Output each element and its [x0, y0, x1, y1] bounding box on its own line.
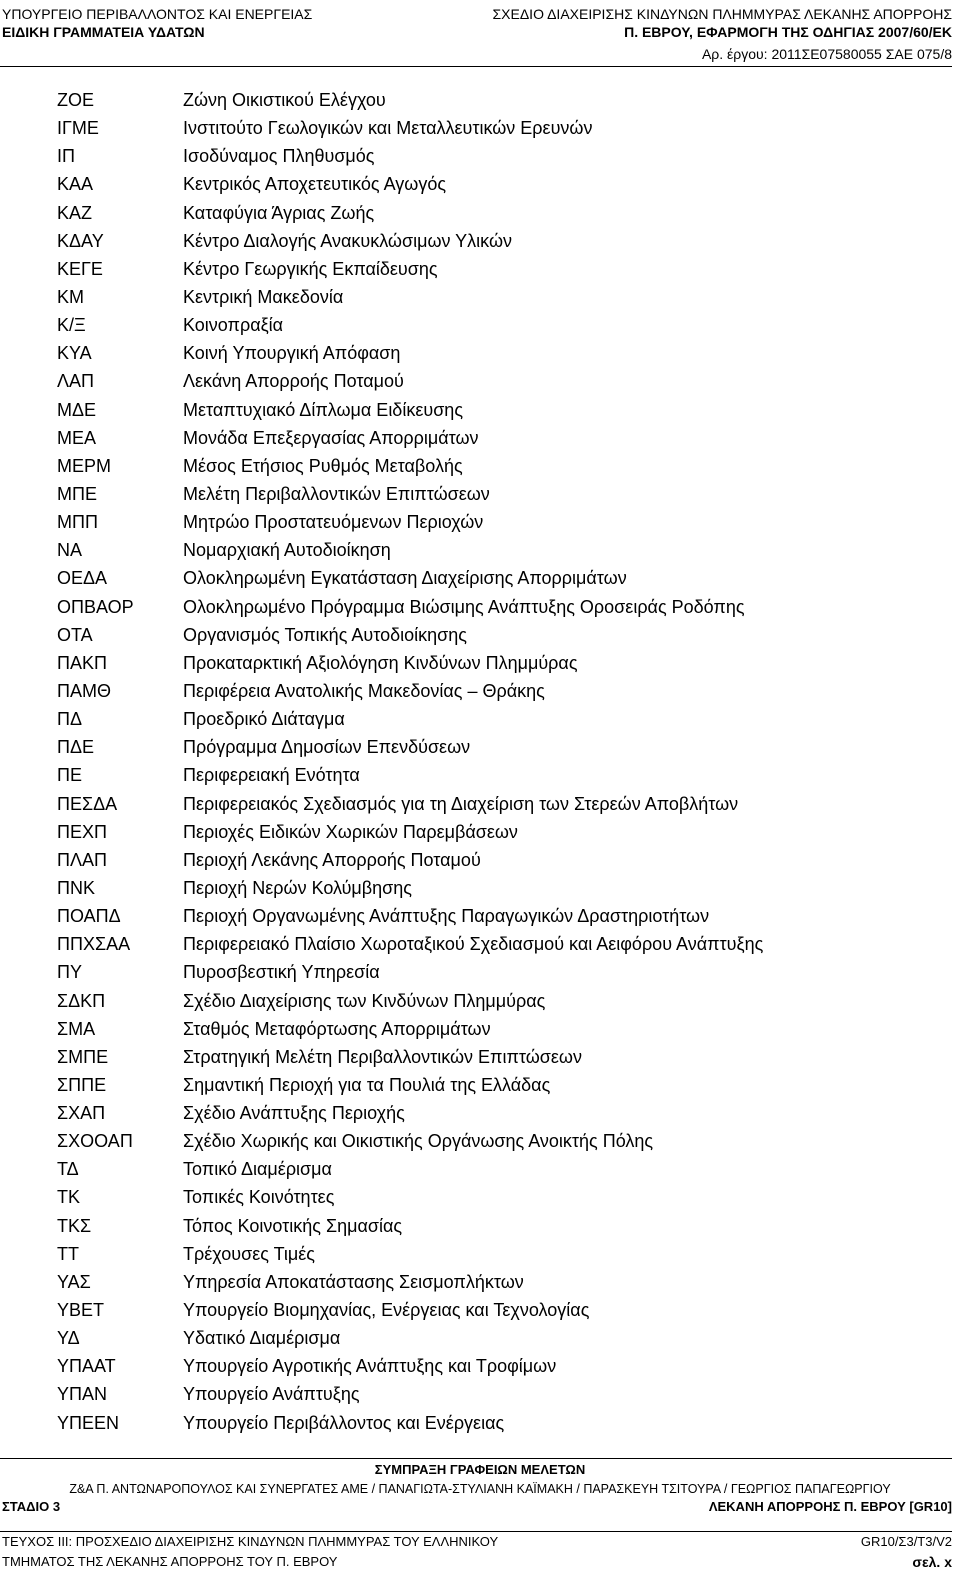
abbreviation-definition: Ζώνη Οικιστικού Ελέγχου [183, 90, 386, 110]
abbreviation-definition: Κοινοπραξία [183, 315, 284, 336]
abbreviation-definition: Ινστιτούτο Γεωλογικών και Μεταλλευτικών Ερευνών [183, 118, 593, 139]
abbreviation-code: ΝΑ [57, 540, 83, 561]
abbreviation-row [0, 1324, 952, 1352]
abbreviation-definition: Κοινή Υπουργική Απόφαση [183, 343, 401, 364]
abbreviation-definition: Περιφερειακός Σχεδιασμός για τη Διαχείριση των Στερεών Αποβλήτων [183, 793, 739, 814]
abbreviation-definition: Σταθμός Μεταφόρτωσης Απορριμάτων [183, 1018, 491, 1039]
abbreviation-code: ΚΕΓΕ [57, 258, 103, 279]
abbreviation-code: ΠΕ [57, 765, 83, 786]
abbreviation-code: ΣΔΚΠ [57, 990, 106, 1011]
footer-volume-row [0, 1534, 960, 1550]
abbreviation-definition: Τρέχουσες Τιμές [183, 1243, 315, 1264]
abbreviation-definition: Σημαντική Περιοχή για τα Πουλιά της Ελλάδας [183, 1074, 551, 1095]
abbreviation-row [0, 255, 952, 283]
abbreviation-row [0, 593, 952, 621]
basin-label: ΛΕΚΑΝΗ ΑΠΟΡΡΟΗΣ Π. ΕΒΡΟΥ [GR10] [708, 1499, 952, 1514]
abbreviation-definition: Περιοχή Οργανωμένης Ανάπτυξης Παραγωγικών Δραστηριοτήτων [183, 906, 710, 927]
abbreviation-code: ΥΠΕΕΝ [57, 1412, 120, 1433]
project-number: Αρ. έργου: 2011ΣΕ07580055 ΣΑΕ 075/8 [701, 46, 952, 62]
abbreviation-definition: Προεδρικό Διάταγμα [183, 709, 345, 730]
consortium-title: ΣΥΜΠΡΑΞΗ ΓΡΑΦΕΙΩΝ ΜΕΛΕΤΩΝ [374, 1462, 586, 1477]
abbreviation-row [0, 86, 952, 114]
abbreviation-row [0, 170, 952, 198]
abbreviation-code: ΥΠΑΝ [57, 1384, 108, 1405]
abbreviation-code: ΠΛΑΠ [57, 849, 108, 870]
abbreviation-row [0, 1155, 952, 1183]
abbreviation-code: ΠΕΣΔΑ [57, 793, 118, 814]
abbreviation-definition: Καταφύγια Άγριας Ζωής [183, 202, 375, 223]
volume-title-line1: ΤΕΥΧΟΣ ΙΙΙ: ΠΡΟΣΧΕΔΙΟ ΔΙΑΧΕΙΡΙΣΗΣ ΚΙΝΔΥΝΩΝ ΠΛΗΜΜΥΡΑΣ ΤΟΥ ΕΛΛΗΝΙΚΟΥ [2, 1534, 499, 1549]
abbreviation-code: ΠΕΧΠ [57, 821, 108, 842]
abbreviation-code: ΠΑΜΘ [57, 680, 111, 701]
abbreviation-row [0, 818, 952, 846]
abbreviation-code: ΣΜΑ [57, 1018, 96, 1039]
volume-title-line2: ΤΜΗΜΑΤΟΣ ΤΗΣ ΛΕΚΑΝΗΣ ΑΠΟΡΡΟΗΣ ΤΟΥ Π. ΕΒΡΟΥ [2, 1554, 338, 1569]
abbreviation-code: ΜΠΕ [57, 483, 97, 504]
abbreviation-row [0, 396, 952, 424]
page-header [0, 0, 960, 60]
abbreviation-row [0, 705, 952, 733]
abbreviation-definition: Νομαρχιακή Αυτοδιοίκηση [183, 540, 391, 561]
abbreviation-row [0, 733, 952, 761]
abbreviation-code: ΣΧΟΟΑΠ [57, 1131, 133, 1152]
abbreviation-row [0, 508, 952, 536]
abbreviation-definition: Στρατηγική Μελέτη Περιβαλλοντικών Επιπτώσεων [183, 1046, 582, 1067]
abbreviation-code: ΜΔΕ [57, 399, 97, 420]
abbreviation-row [0, 480, 952, 508]
abbreviation-code: ΚΔΑΥ [57, 230, 104, 251]
abbreviation-row [0, 987, 952, 1015]
abbreviation-code: ΥΠΑΑΤ [57, 1356, 116, 1377]
abbreviation-definition: Ισοδύναμος Πληθυσμός [183, 146, 375, 167]
abbreviation-row [0, 424, 952, 452]
abbreviation-code: ΣΠΠΕ [57, 1074, 107, 1095]
footer-divider [0, 1458, 952, 1459]
abbreviation-row [0, 930, 952, 958]
abbreviation-definition: Ολοκληρωμένη Εγκατάσταση Διαχείρισης Απορριμάτων [183, 568, 627, 589]
abbreviation-row [0, 452, 952, 480]
abbreviation-code: ΜΕΑ [57, 427, 97, 448]
abbreviation-definition: Κεντρικός Αποχετευτικός Αγωγός [183, 174, 447, 195]
abbreviation-code: ΠΠΧΣΑΑ [57, 934, 131, 955]
abbreviation-definition: Τόπος Κοινοτικής Σημασίας [183, 1215, 403, 1236]
abbreviation-row [0, 1183, 952, 1211]
abbreviation-row [0, 902, 952, 930]
abbreviation-definition: Περιοχές Ειδικών Χωρικών Παρεμβάσεων [183, 821, 518, 842]
abbreviation-row [0, 283, 952, 311]
abbreviation-definition: Μονάδα Επεξεργασίας Απορριμάτων [183, 427, 479, 448]
abbreviation-code: ΤΚΣ [57, 1215, 92, 1236]
abbreviation-code: Κ/Ξ [57, 315, 86, 336]
abbreviation-code: ΥΑΣ [57, 1271, 91, 1292]
abbreviation-definition: Ολοκληρωμένο Πρόγραμμα Βιώσιμης Ανάπτυξης Οροσειράς Ροδόπης [183, 596, 745, 617]
abbreviation-row [0, 790, 952, 818]
abbreviation-code: ΠΟΑΠΔ [57, 906, 121, 927]
abbreviation-row [0, 1380, 952, 1408]
abbreviation-code: ΠΔ [57, 709, 83, 730]
abbreviation-definition: Περιφερειακή Ενότητα [183, 765, 360, 786]
page-number: σελ. x [912, 1554, 952, 1570]
abbreviation-definition: Υπουργείο Αγροτικής Ανάπτυξης και Τροφίμων [183, 1356, 557, 1377]
plan-subtitle: Π. ΕΒΡΟΥ, ΕΦΑΡΜΟΓΗ ΤΗΣ ΟΔΗΓΙΑΣ 2007/60/ΕΚ [624, 24, 952, 40]
abbreviation-definition: Υπουργείο Περιβάλλοντος και Ενέργειας [183, 1412, 505, 1433]
abbreviation-code: ΚΑΖ [57, 202, 93, 223]
abbreviation-row [0, 536, 952, 564]
abbreviation-row [0, 1127, 952, 1155]
abbreviation-definition: Κέντρο Διαλογής Ανακυκλώσιμων Υλικών [183, 230, 513, 251]
abbreviation-code: ΖΟΕ [57, 90, 95, 110]
footer-stage-row [0, 1499, 960, 1515]
abbreviation-code: ΠΥ [57, 962, 83, 983]
abbreviation-definition: Μεταπτυχιακό Δίπλωμα Ειδίκευσης [183, 399, 463, 420]
abbreviation-row [0, 677, 952, 705]
abbreviation-code: ΙΓΜΕ [57, 118, 99, 139]
abbreviation-definition: Μέσος Ετήσιος Ρυθμός Μεταβολής [183, 455, 463, 476]
abbreviation-definition: Υπουργείο Βιομηχανίας, Ενέργειας και Τεχνολογίας [183, 1300, 590, 1321]
abbreviation-definition: Περιφερειακό Πλαίσιο Χωροταξικού Σχεδιασμού και Αειφόρου Ανάπτυξης [183, 934, 764, 955]
abbreviation-code: ΠΑΚΠ [57, 652, 108, 673]
abbreviation-definition: Περιοχή Λεκάνης Απορροής Ποταμού [183, 849, 481, 870]
abbreviation-row [0, 1043, 952, 1071]
secretariat-name: ΕΙΔΙΚΗ ΓΡΑΜΜΑΤΕΙΑ ΥΔΑΤΩΝ [2, 24, 205, 40]
consortium-firms: Z&A Π. ΑΝΤΩΝΑΡΟΠΟΥΛΟΣ ΚΑΙ ΣΥΝΕΡΓΑΤΕΣ ΑΜΕ / ΠΑΝΑΓΙΩΤΑ-ΣΤΥΛΙΑΝΗ ΚΑΪΜΑΚΗ / ΠΑΡΑΣΚΕΥΗ ΤΣΙΤΟΥΡΑ / ΓΕΩΡΓΙΟΣ ΠΑΠΑΓΕΩΡΓΙΟΥ [69, 1482, 891, 1496]
abbreviation-row [0, 199, 952, 227]
abbreviation-code: ΥΔ [57, 1328, 80, 1349]
abbreviation-definition: Μελέτη Περιβαλλοντικών Επιπτώσεων [183, 483, 490, 504]
abbreviation-definition: Σχέδιο Διαχείρισης των Κινδύνων Πλημμύρας [183, 990, 546, 1011]
abbreviation-row [0, 564, 952, 592]
ministry-name: ΥΠΟΥΡΓΕΙΟ ΠΕΡΙΒΑΛΛΟΝΤΟΣ ΚΑΙ ΕΝΕΡΓΕΙΑΣ [2, 6, 313, 22]
stage-label: ΣΤΑΔΙΟ 3 [2, 1499, 61, 1514]
abbreviation-row [0, 1240, 952, 1268]
document-code: GR10/Σ3/Τ3/V2 [860, 1534, 952, 1549]
abbreviation-definition: Σχέδιο Χωρικής και Οικιστικής Οργάνωσης Ανοικτής Πόλης [183, 1131, 654, 1152]
abbreviation-row [0, 846, 952, 874]
abbreviation-definition: Προκαταρκτική Αξιολόγηση Κινδύνων Πλημμύρας [183, 652, 578, 673]
abbreviation-definition: Κεντρική Μακεδονία [183, 286, 344, 307]
abbreviation-definition: Λεκάνη Απορροής Ποταμού [183, 371, 404, 392]
abbreviation-row [0, 1071, 952, 1099]
abbreviation-code: ΠΝΚ [57, 877, 96, 898]
abbreviation-row [0, 1099, 952, 1127]
abbreviation-definition: Πυροσβεστική Υπηρεσία [183, 962, 380, 983]
abbreviation-row [0, 761, 952, 789]
abbreviation-definition: Υδατικό Διαμέρισμα [183, 1328, 341, 1349]
abbreviation-row [0, 621, 952, 649]
abbreviation-definition: Τοπικές Κοινότητες [183, 1187, 335, 1208]
abbreviation-code: ΟΠΒΑΟΡ [57, 596, 134, 617]
abbreviation-definition: Τοπικό Διαμέρισμα [183, 1159, 332, 1180]
abbreviation-definition: Οργανισμός Τοπικής Αυτοδιοίκησης [183, 624, 467, 645]
abbreviation-definition: Υπηρεσία Αποκατάστασης Σεισμοπλήκτων [183, 1271, 524, 1292]
abbreviation-row [0, 114, 952, 142]
abbreviation-row [0, 142, 952, 170]
abbreviation-definition: Σχέδιο Ανάπτυξης Περιοχής [183, 1103, 405, 1124]
abbreviation-row [0, 367, 952, 395]
abbreviation-code: ΚΜ [57, 286, 84, 307]
footer-divider-2 [0, 1531, 952, 1532]
abbreviation-definition: Κέντρο Γεωργικής Εκπαίδευσης [183, 258, 438, 279]
abbreviation-code: ΠΔΕ [57, 737, 95, 758]
abbreviation-row [0, 958, 952, 986]
abbreviation-definition: Μητρώο Προστατευόμενων Περιοχών [183, 512, 484, 533]
abbreviation-code: ΛΑΠ [57, 371, 95, 392]
footer-volume-row-2 [0, 1554, 960, 1570]
abbreviation-code: ΣΧΑΠ [57, 1103, 106, 1124]
abbreviation-code: ΜΕΡΜ [57, 455, 111, 476]
abbreviation-code: ΚΑΑ [57, 174, 94, 195]
abbreviation-definition: Υπουργείο Ανάπτυξης [183, 1384, 360, 1405]
abbreviation-row [0, 1015, 952, 1043]
abbreviation-code: ΤΚ [57, 1187, 81, 1208]
abbreviation-definition: Περιφέρεια Ανατολικής Μακεδονίας – Θράκης [183, 680, 545, 701]
header-divider [0, 66, 952, 67]
abbreviation-code: ΣΜΠΕ [57, 1046, 109, 1067]
abbreviation-row [0, 227, 952, 255]
plan-title: ΣΧΕΔΙΟ ΔΙΑΧΕΙΡΙΣΗΣ ΚΙΝΔΥΝΩΝ ΠΛΗΜΜΥΡΑΣ ΛΕΚΑΝΗΣ ΑΠΟΡΡΟΗΣ [492, 6, 952, 22]
abbreviation-code: ΤΔ [57, 1159, 79, 1180]
abbreviation-row [0, 1296, 952, 1324]
abbreviation-code: ΙΠ [57, 146, 75, 167]
abbreviation-definition: Πρόγραμμα Δημοσίων Επενδύσεων [183, 737, 471, 758]
abbreviation-row [0, 1409, 952, 1437]
abbreviation-row [0, 311, 952, 339]
abbreviation-row [0, 874, 952, 902]
abbreviation-row [0, 1268, 952, 1296]
abbreviation-code: ΥΒΕΤ [57, 1300, 105, 1321]
abbreviation-row [0, 339, 952, 367]
abbreviation-code: ΜΠΠ [57, 512, 98, 533]
abbreviation-code: ΤΤ [57, 1243, 79, 1264]
abbreviation-code: ΚΥΑ [57, 343, 92, 364]
abbreviation-row [0, 649, 952, 677]
abbreviation-row [0, 1352, 952, 1380]
abbreviation-definition: Περιοχή Νερών Κολύμβησης [183, 877, 412, 898]
abbreviation-code: ΟΕΔΑ [57, 568, 108, 589]
abbreviation-row [0, 1212, 952, 1240]
abbreviation-code: ΟΤΑ [57, 624, 93, 645]
abbreviations-list [0, 86, 952, 1437]
